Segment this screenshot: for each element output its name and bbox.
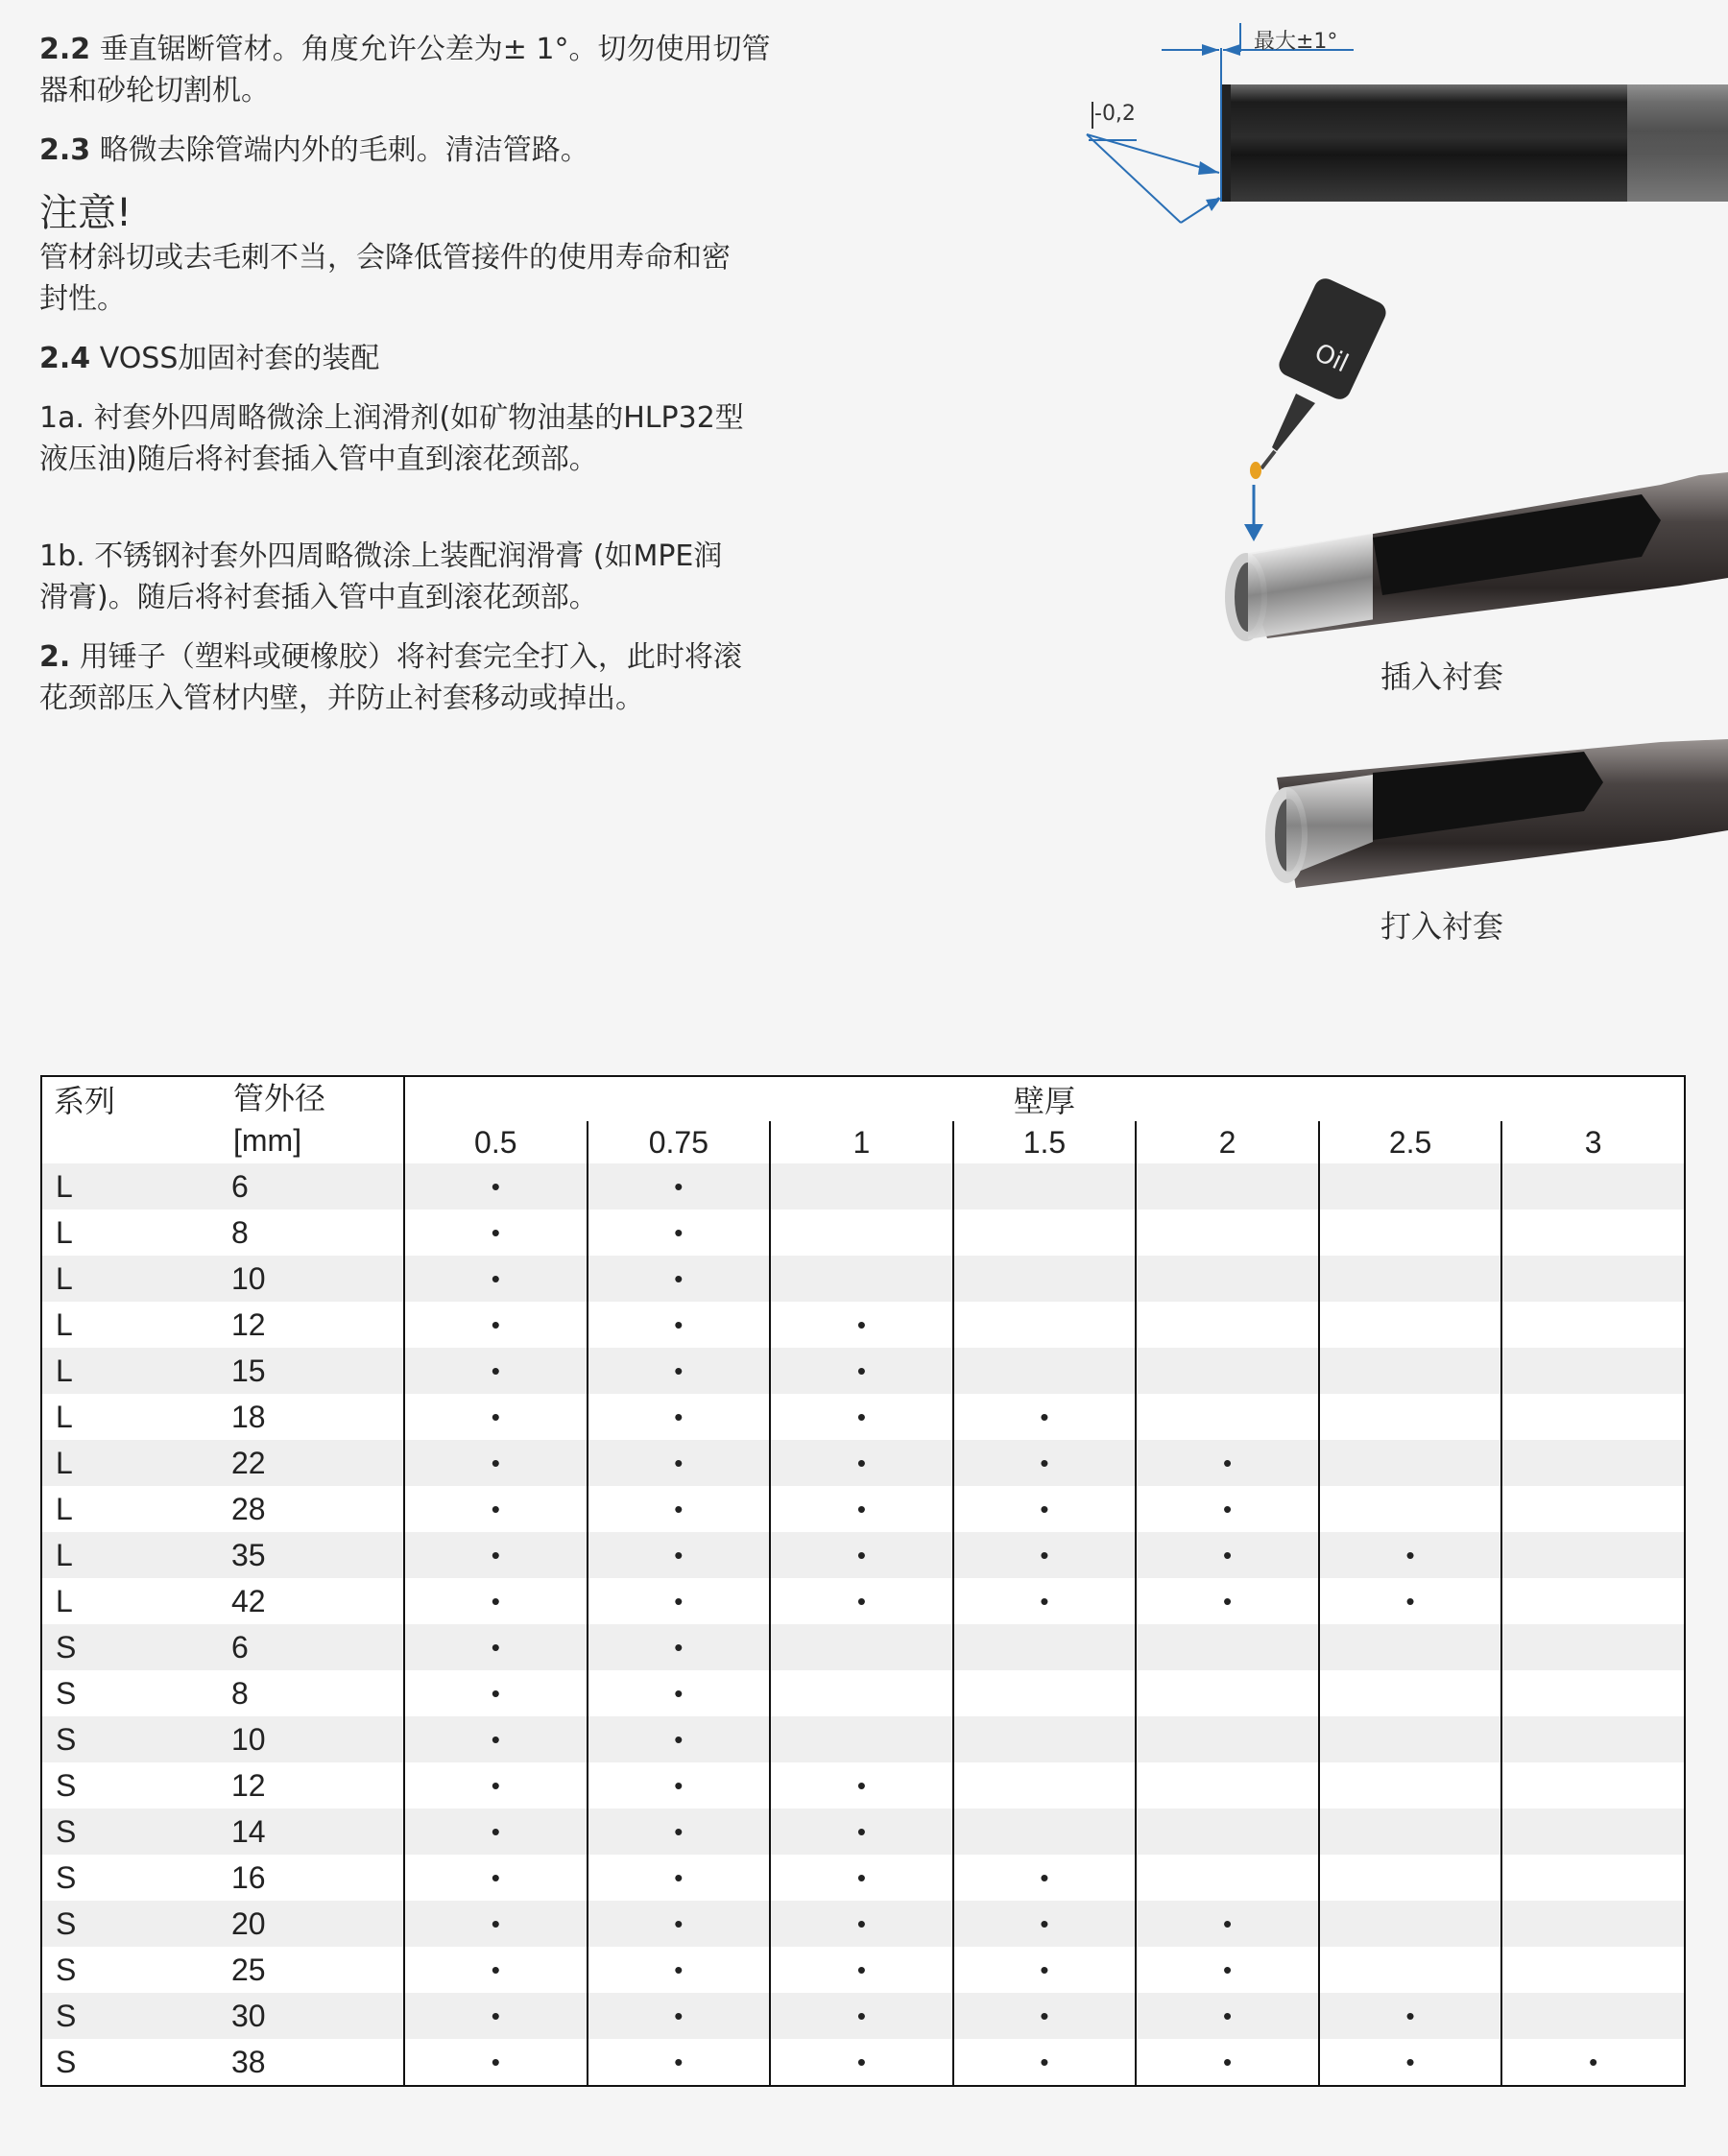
series-cell: L: [41, 1440, 222, 1486]
header-thickness: 1: [770, 1121, 953, 1163]
availability-cell: [1501, 1809, 1685, 1855]
down-arrow-icon: [1244, 524, 1263, 541]
availability-cell: •: [770, 1578, 953, 1624]
step-2-4: 2.4 VOSS加固衬套的装配: [39, 342, 380, 375]
series-cell: L: [41, 1256, 222, 1302]
availability-cell: [1501, 1578, 1685, 1624]
availability-cell: •: [1136, 1993, 1319, 2039]
availability-cell: [1501, 1256, 1685, 1302]
tube-cut-diagram: [1066, 10, 1728, 230]
availability-cell: [1501, 1210, 1685, 1256]
step-number: 2.4: [39, 342, 91, 375]
availability-cell: [1319, 1762, 1502, 1809]
availability-cell: •: [588, 1532, 771, 1578]
availability-cell: [1501, 1947, 1685, 1993]
availability-cell: [1501, 1348, 1685, 1394]
availability-cell: •: [770, 1901, 953, 1947]
availability-cell: •: [404, 1440, 588, 1486]
step-number: 2.3: [39, 133, 91, 167]
header-thickness: 2: [1136, 1121, 1319, 1163]
availability-cell: [1136, 1670, 1319, 1716]
oil-can-icon: [1250, 275, 1389, 479]
availability-cell: •: [588, 1947, 771, 1993]
availability-cell: •: [1136, 1947, 1319, 1993]
availability-cell: [1319, 1809, 1502, 1855]
outer-diameter-cell: 16: [222, 1855, 404, 1901]
availability-cell: [1501, 1624, 1685, 1670]
availability-cell: •: [588, 1716, 771, 1762]
availability-cell: •: [404, 1716, 588, 1762]
availability-cell: •: [953, 1993, 1137, 2039]
table-row: [41, 1210, 1685, 1256]
availability-cell: •: [404, 1901, 588, 1947]
availability-cell: •: [1319, 1993, 1502, 2039]
outer-diameter-cell: 15: [222, 1348, 404, 1394]
availability-cell: •: [404, 1855, 588, 1901]
availability-cell: •: [588, 2039, 771, 2086]
outer-diameter-cell: 14: [222, 1809, 404, 1855]
availability-cell: [1136, 1256, 1319, 1302]
availability-cell: [953, 1163, 1137, 1210]
header-outer-diameter: 管外径 [mm]: [222, 1076, 404, 1163]
availability-cell: •: [404, 1624, 588, 1670]
availability-cell: •: [770, 2039, 953, 2086]
series-cell: L: [41, 1532, 222, 1578]
availability-cell: •: [770, 1486, 953, 1532]
availability-cell: •: [588, 1163, 771, 1210]
availability-cell: •: [770, 1947, 953, 1993]
table-row: [41, 1532, 1685, 1578]
availability-cell: [1501, 1993, 1685, 2039]
availability-cell: [1319, 1486, 1502, 1532]
outer-diameter-cell: 6: [222, 1624, 404, 1670]
outer-diameter-cell: 42: [222, 1578, 404, 1624]
availability-cell: •: [953, 1532, 1137, 1578]
availability-cell: •: [953, 1947, 1137, 1993]
availability-cell: [1319, 1210, 1502, 1256]
outer-diameter-cell: 25: [222, 1947, 404, 1993]
table-row: [41, 1855, 1685, 1901]
availability-cell: •: [770, 1532, 953, 1578]
step-2-3: 2.3 略微去除管端内外的毛刺。清洁管路。: [39, 133, 589, 167]
availability-cell: [953, 1256, 1137, 1302]
availability-cell: [1501, 1716, 1685, 1762]
availability-cell: [1319, 1624, 1502, 1670]
availability-cell: [1136, 1809, 1319, 1855]
availability-cell: •: [404, 1302, 588, 1348]
table-body: [41, 1163, 1685, 2086]
outer-diameter-cell: 28: [222, 1486, 404, 1532]
availability-cell: •: [1501, 2039, 1685, 2086]
series-cell: S: [41, 1855, 222, 1901]
availability-cell: •: [1136, 1578, 1319, 1624]
table-row: [41, 1624, 1685, 1670]
availability-cell: •: [588, 1855, 771, 1901]
note-title: 注意!: [39, 191, 132, 235]
availability-cell: [1136, 1855, 1319, 1901]
availability-cell: [1501, 1163, 1685, 1210]
availability-cell: •: [1136, 1486, 1319, 1532]
availability-cell: •: [404, 1578, 588, 1624]
availability-cell: •: [770, 1302, 953, 1348]
series-cell: L: [41, 1302, 222, 1348]
availability-cell: •: [588, 1670, 771, 1716]
availability-cell: [770, 1256, 953, 1302]
availability-cell: •: [953, 1901, 1137, 1947]
series-cell: L: [41, 1348, 222, 1394]
availability-cell: •: [1136, 2039, 1319, 2086]
table-row: [41, 1348, 1685, 1394]
availability-cell: •: [953, 1855, 1137, 1901]
availability-cell: •: [588, 1394, 771, 1440]
availability-cell: •: [404, 1486, 588, 1532]
table-row: [41, 1901, 1685, 1947]
insert-bushing-diagram: [1219, 269, 1728, 643]
availability-cell: [770, 1163, 953, 1210]
deburr-label: -0,2: [1094, 102, 1136, 126]
availability-cell: [953, 1348, 1137, 1394]
availability-cell: •: [404, 1163, 588, 1210]
availability-cell: •: [588, 1993, 771, 2039]
availability-cell: [1319, 1947, 1502, 1993]
header-wall-thickness: 壁厚: [404, 1076, 1685, 1121]
series-cell: S: [41, 2039, 222, 2086]
availability-cell: •: [770, 1855, 953, 1901]
availability-cell: [1501, 1762, 1685, 1809]
series-cell: L: [41, 1394, 222, 1440]
availability-cell: •: [404, 1348, 588, 1394]
availability-cell: [1136, 1394, 1319, 1440]
availability-cell: [1319, 1440, 1502, 1486]
table-row: [41, 1578, 1685, 1624]
outer-diameter-cell: 22: [222, 1440, 404, 1486]
step-2: 2. 用锤子（塑料或硬橡胶）将衬套完全打入，此时将滚 花颈部压入管材内壁，并防止衬套移动或掉出。: [39, 640, 742, 715]
series-cell: S: [41, 1993, 222, 2039]
availability-cell: [1501, 1670, 1685, 1716]
oil-can-label: Oil: [1309, 338, 1353, 379]
series-cell: L: [41, 1210, 222, 1256]
outer-diameter-cell: 12: [222, 1762, 404, 1809]
table-row: [41, 1163, 1685, 1210]
availability-cell: •: [770, 1394, 953, 1440]
availability-cell: [1319, 1394, 1502, 1440]
availability-cell: •: [404, 2039, 588, 2086]
availability-cell: [1136, 1716, 1319, 1762]
availability-cell: •: [588, 1486, 771, 1532]
step-number: 2.2: [39, 33, 91, 66]
availability-cell: •: [1319, 1578, 1502, 1624]
series-cell: L: [41, 1578, 222, 1624]
drive-bushing-diagram: [1258, 734, 1728, 902]
availability-cell: [1319, 1670, 1502, 1716]
table-row: [41, 2039, 1685, 2086]
availability-cell: •: [1319, 1532, 1502, 1578]
outer-diameter-cell: 18: [222, 1394, 404, 1440]
availability-cell: [953, 1762, 1137, 1809]
availability-cell: [953, 1809, 1137, 1855]
availability-cell: [1136, 1302, 1319, 1348]
availability-cell: [1136, 1762, 1319, 1809]
availability-cell: •: [770, 1762, 953, 1809]
availability-cell: •: [953, 1578, 1137, 1624]
availability-cell: •: [953, 1440, 1137, 1486]
step-number: 2.: [39, 640, 71, 674]
availability-cell: •: [770, 1348, 953, 1394]
availability-cell: [953, 1210, 1137, 1256]
step-1b: 1b. 不锈钢衬套外四周略微涂上装配润滑膏 (如MPE润 滑膏)。随后将衬套插入管中直到滚花颈部。: [39, 539, 723, 614]
wall-thickness-table: [40, 1075, 1686, 2087]
outer-diameter-cell: 8: [222, 1210, 404, 1256]
availability-cell: •: [588, 1901, 771, 1947]
instruction-text: [39, 29, 846, 737]
availability-cell: [1136, 1163, 1319, 1210]
availability-cell: [770, 1624, 953, 1670]
outer-diameter-cell: 35: [222, 1532, 404, 1578]
header-thickness: 0.5: [404, 1121, 588, 1163]
availability-cell: [1319, 1302, 1502, 1348]
caption-drive-bushing: 打入衬套: [1380, 908, 1504, 945]
availability-cell: •: [1136, 1532, 1319, 1578]
series-cell: S: [41, 1901, 222, 1947]
availability-cell: [1136, 1348, 1319, 1394]
availability-cell: •: [770, 1993, 953, 2039]
header-thickness: 0.75: [588, 1121, 771, 1163]
availability-cell: [770, 1210, 953, 1256]
table-row: [41, 1486, 1685, 1532]
availability-cell: •: [953, 1394, 1137, 1440]
availability-cell: •: [588, 1809, 771, 1855]
availability-cell: •: [953, 2039, 1137, 2086]
outer-diameter-cell: 8: [222, 1670, 404, 1716]
availability-cell: [1319, 1348, 1502, 1394]
availability-cell: [1319, 1256, 1502, 1302]
availability-cell: [1501, 1486, 1685, 1532]
header-series: 系列: [41, 1076, 222, 1163]
availability-cell: [1136, 1210, 1319, 1256]
outer-diameter-cell: 20: [222, 1901, 404, 1947]
header-thickness: 3: [1501, 1121, 1685, 1163]
header-thickness: 2.5: [1319, 1121, 1502, 1163]
header-thickness: 1.5: [953, 1121, 1137, 1163]
availability-cell: •: [404, 1532, 588, 1578]
availability-cell: [770, 1716, 953, 1762]
table-row: [41, 1256, 1685, 1302]
availability-cell: •: [404, 1947, 588, 1993]
series-cell: S: [41, 1762, 222, 1809]
availability-cell: •: [770, 1440, 953, 1486]
step-1a: 1a. 衬套外四周略微涂上润滑剂(如矿物油基的HLP32型 液压油)随后将衬套插入管中直到滚花颈部。: [39, 401, 744, 476]
availability-cell: •: [1136, 1901, 1319, 1947]
availability-cell: •: [588, 1440, 771, 1486]
availability-cell: [1319, 1855, 1502, 1901]
availability-cell: •: [404, 1670, 588, 1716]
angle-tolerance-label: 最大±1°: [1254, 30, 1338, 54]
availability-cell: •: [404, 1809, 588, 1855]
availability-cell: •: [770, 1809, 953, 1855]
availability-cell: •: [404, 1993, 588, 2039]
availability-cell: [953, 1716, 1137, 1762]
note-text: 管材斜切或去毛刺不当，会降低管接件的使用寿命和密 封性。: [39, 241, 731, 316]
availability-cell: •: [588, 1348, 771, 1394]
availability-cell: [953, 1670, 1137, 1716]
table-row: [41, 1394, 1685, 1440]
availability-cell: •: [404, 1394, 588, 1440]
outer-diameter-cell: 30: [222, 1993, 404, 2039]
availability-cell: [1319, 1901, 1502, 1947]
availability-cell: •: [404, 1762, 588, 1809]
table-row: [41, 1440, 1685, 1486]
availability-cell: •: [404, 1210, 588, 1256]
outer-diameter-cell: 38: [222, 2039, 404, 2086]
availability-cell: •: [1319, 2039, 1502, 2086]
availability-cell: [1501, 1532, 1685, 1578]
availability-cell: [1501, 1855, 1685, 1901]
availability-cell: [1501, 1394, 1685, 1440]
table-row: [41, 1302, 1685, 1348]
availability-cell: •: [404, 1256, 588, 1302]
series-cell: L: [41, 1486, 222, 1532]
availability-cell: •: [588, 1256, 771, 1302]
availability-cell: [1501, 1901, 1685, 1947]
availability-cell: •: [588, 1302, 771, 1348]
outer-diameter-cell: 12: [222, 1302, 404, 1348]
availability-cell: [770, 1670, 953, 1716]
table-row: [41, 1670, 1685, 1716]
availability-cell: [953, 1302, 1137, 1348]
series-cell: S: [41, 1947, 222, 1993]
series-cell: S: [41, 1624, 222, 1670]
series-cell: L: [41, 1163, 222, 1210]
table-row: [41, 1762, 1685, 1809]
availability-cell: [1319, 1716, 1502, 1762]
availability-cell: [1136, 1624, 1319, 1670]
outer-diameter-cell: 10: [222, 1256, 404, 1302]
availability-cell: •: [588, 1624, 771, 1670]
series-cell: S: [41, 1716, 222, 1762]
table-row: [41, 1809, 1685, 1855]
availability-cell: [1501, 1302, 1685, 1348]
availability-cell: •: [1136, 1440, 1319, 1486]
outer-diameter-cell: 10: [222, 1716, 404, 1762]
availability-cell: [1319, 1163, 1502, 1210]
availability-cell: •: [953, 1486, 1137, 1532]
caption-insert-bushing: 插入衬套: [1380, 659, 1504, 695]
outer-diameter-cell: 6: [222, 1163, 404, 1210]
availability-cell: [1501, 1440, 1685, 1486]
table-row: [41, 1947, 1685, 1993]
series-cell: S: [41, 1809, 222, 1855]
availability-cell: •: [588, 1762, 771, 1809]
availability-cell: •: [588, 1210, 771, 1256]
step-2-2: 2.2 垂直锯断管材。角度允许公差为± 1°。切勿使用切管 器和砂轮切割机。: [39, 33, 771, 108]
series-cell: S: [41, 1670, 222, 1716]
availability-cell: •: [588, 1578, 771, 1624]
table-row: [41, 1716, 1685, 1762]
table-row: [41, 1993, 1685, 2039]
availability-cell: [953, 1624, 1137, 1670]
